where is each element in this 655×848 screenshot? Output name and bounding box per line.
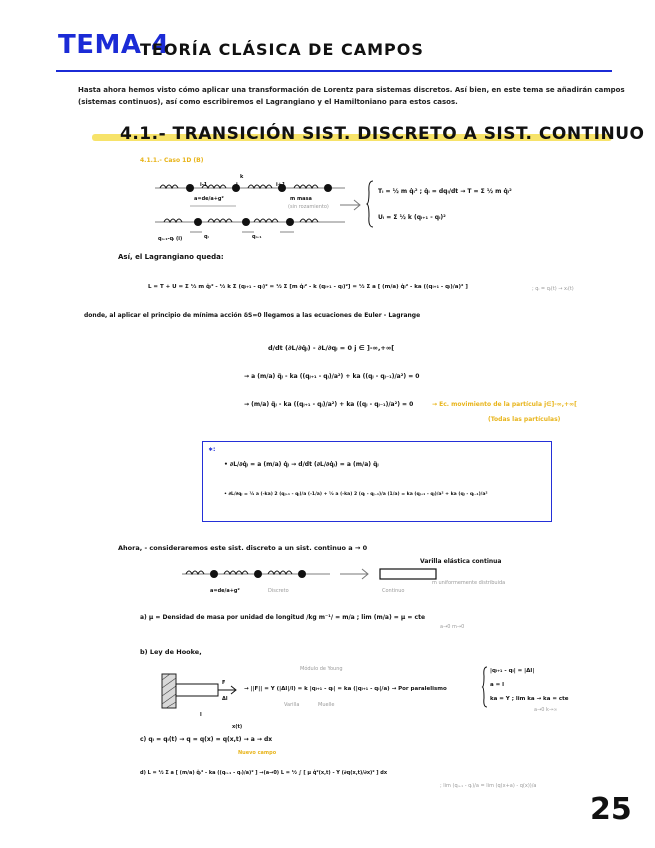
tema-label: TEMA 4 [58,30,170,60]
continuum-a-eq: a=de/a+g² [210,588,240,594]
brace-icon [366,180,374,228]
potential-energy-eq: Uᵢ = Σ ½ k (qᵢ₊₁ - qᵢ)² [378,214,446,221]
continuum-intro: Ahora, - consideraremos este sist. discreto a un sist. continuo a → 0 [118,544,368,552]
euler-lagrange-eq: d/dt (∂L/∂q̇ⱼ) - ∂L/∂qⱼ = 0 j ∈ ]-∞,+∞[ [268,344,395,352]
equation-step-2: → (m/a) q̈ⱼ - ka ((qⱼ₊₁ - qⱼ)/a²) + ka ((qⱼ - qⱼ₋₁)/a²) = 0 [244,401,414,408]
diagram-index-i: i [236,182,238,188]
lagrangian-intro: Así, el Lagrangiano queda: [118,253,224,261]
diagram-a-eq: a=de/a+g² [194,196,224,202]
brace-right-icon [482,666,488,708]
diagram-index-im1: i-1 [200,182,208,188]
item-d-side-note: ; lim (qᵢ₊₁ - qᵢ)/a = lim (q(x+a) - q(x))/a [440,783,537,789]
section-title: 4.1.- TRANSICIÓN SIST. DISCRETO A SIST. CONTINUO [120,124,645,144]
discrete-to-continuous-diagram [180,560,440,590]
rod-label: Varilla elástica continua [420,558,502,565]
diagram-k-label: k [240,174,244,180]
all-particles-note: (Todas las partículas) [488,416,561,423]
page-title: TEORÍA CLÁSICA DE CAMPOS [140,40,424,59]
delta-l-label: Δl [222,696,228,702]
parallel-eq-2: a = l [490,682,505,688]
continuous-caption: Continuo [382,588,405,594]
box-eq-1: • ∂L/∂q̇ⱼ = a (m/a) q̇ⱼ → d/dt (∂L/∂q̇ⱼ) = a (m/a) q̈ⱼ [224,461,379,468]
page-number: 25 [590,792,632,827]
diagram-arrow-icon [338,198,364,212]
item-b-hooke: b) Ley de Hooke, [140,648,202,656]
spring-caption: Muelle [318,702,335,708]
diagram-friction-label: (sin rozamiento) [288,204,329,210]
rod-wall-diagram [160,670,240,714]
mass-distributed-label: m uniformemente distribuida [432,580,506,586]
intro-line-2: (sistemas continuos), así como escribiremos el Lagrangiano y el Hamiltoniano para estos casos. [78,98,458,106]
parallel-eq-3: ka = Y ; lim ka → ka = cte [490,696,569,702]
parallel-eq-1: |qᵢ₊₁ - qᵢ| = |Δl| [490,668,535,674]
euler-intro: donde, al aplicar el principio de mínima acción δS=0 llegamos a las ecuaciones de Euler - Lagrange [84,312,421,319]
force-label: F [222,680,226,686]
hooke-eq: → ||F|| = Y (|Δl|/l) = k |qᵢ₊₁ - qᵢ| = ka (|qᵢ₊₁ - qᵢ|/a) → Por paralelismo [244,686,447,692]
box-eq-2: • ∂L/∂qⱼ = ½ a (-ka) 2 (qⱼ₊₁ - qⱼ)/a (-1/a) + ½ a (-ka) 2 (qⱼ - qⱼ₋₁)/a (1/a) = ka (qⱼ₊₁ - qⱼ)/a² + ka (qⱼ - qⱼ₋₁)/a² [224,492,488,497]
discrete-caption: Discreto [268,588,289,594]
derivation-box [202,441,552,522]
box-label: ∗: [208,446,216,453]
intro-line-1: Hasta ahora hemos visto cómo aplicar una transformación de Lorentz para sistemas discretos. Así bien, en este tema se añadirán campos [78,86,625,94]
new-field-note: Nuevo campo [238,750,277,756]
diagram-qdiff-label: qᵢ₊₁-qᵢ (i) [158,236,183,242]
length-label: l [200,712,202,718]
item-d-lagrangian: d) L = ½ Σ a [ (m/a) q̇ᵢ² - ka ((qᵢ₊₁ - qᵢ)/a)² ] →(a→0) L = ½ ∫ [ μ q̇²(x,t) - Y (∂q(x,t)/∂x)² ] dx [140,770,388,776]
rod-caption: Varilla [284,702,300,708]
kinetic-energy-eq: Tᵢ = ½ m q̇ᵢ² ; q̇ᵢ = dqᵢ/dt → T = Σ ½ m q̇ᵢ² [378,188,512,195]
parallel-limit-sub: a→0 k→∞ [534,707,558,713]
x-t-label: x(t) [232,724,243,730]
equation-step-1: → a (m/a) q̈ⱼ - ka ((qⱼ₊₁ - qⱼ)/a²) + ka ((qⱼ - qⱼ₋₁)/a²) = 0 [244,373,420,380]
diagram-qi1-label: qᵢ₊₁ [252,234,262,240]
diagram-mass-label: m masa [290,196,312,202]
item-a-density: a) μ = Densidad de masa por unidad de longitud /kg m⁻¹/ = m/a ; lim (m/a) = μ = cte [140,614,426,621]
lagrangian-side-note: ; qᵢ = qᵢ(t) → xᵢ(t) [532,286,574,292]
young-modulus-label: Módulo de Young [300,666,343,672]
diagram-index-ip1: i+1 [276,182,286,188]
motion-note: → Ec. movimiento de la partícula j∈]-∞,+∞[ [432,401,577,408]
lagrangian-eq: L = T + U = Σ ½ m q̇ᵢ² - ½ k Σ (qᵢ₊₁ - qᵢ)² = ½ Σ [m q̇ᵢ² - k (qᵢ₊₁ - qᵢ)²] = ½ Σ a [ (m/a) q̇ᵢ² - ka ((qᵢ₊₁ - qᵢ)/a)² ] [148,284,468,290]
diagram-qi-label: qᵢ [204,234,209,240]
item-c-field: c) qᵢ = qᵢ(t) → q = q(x) = q(x,t) → a → dx [140,736,273,743]
subsection-label: 4.1.1.- Caso 1D (B) [140,157,204,164]
item-a-limit-sub: a→0 m→0 [440,624,465,630]
title-underline [56,70,612,72]
